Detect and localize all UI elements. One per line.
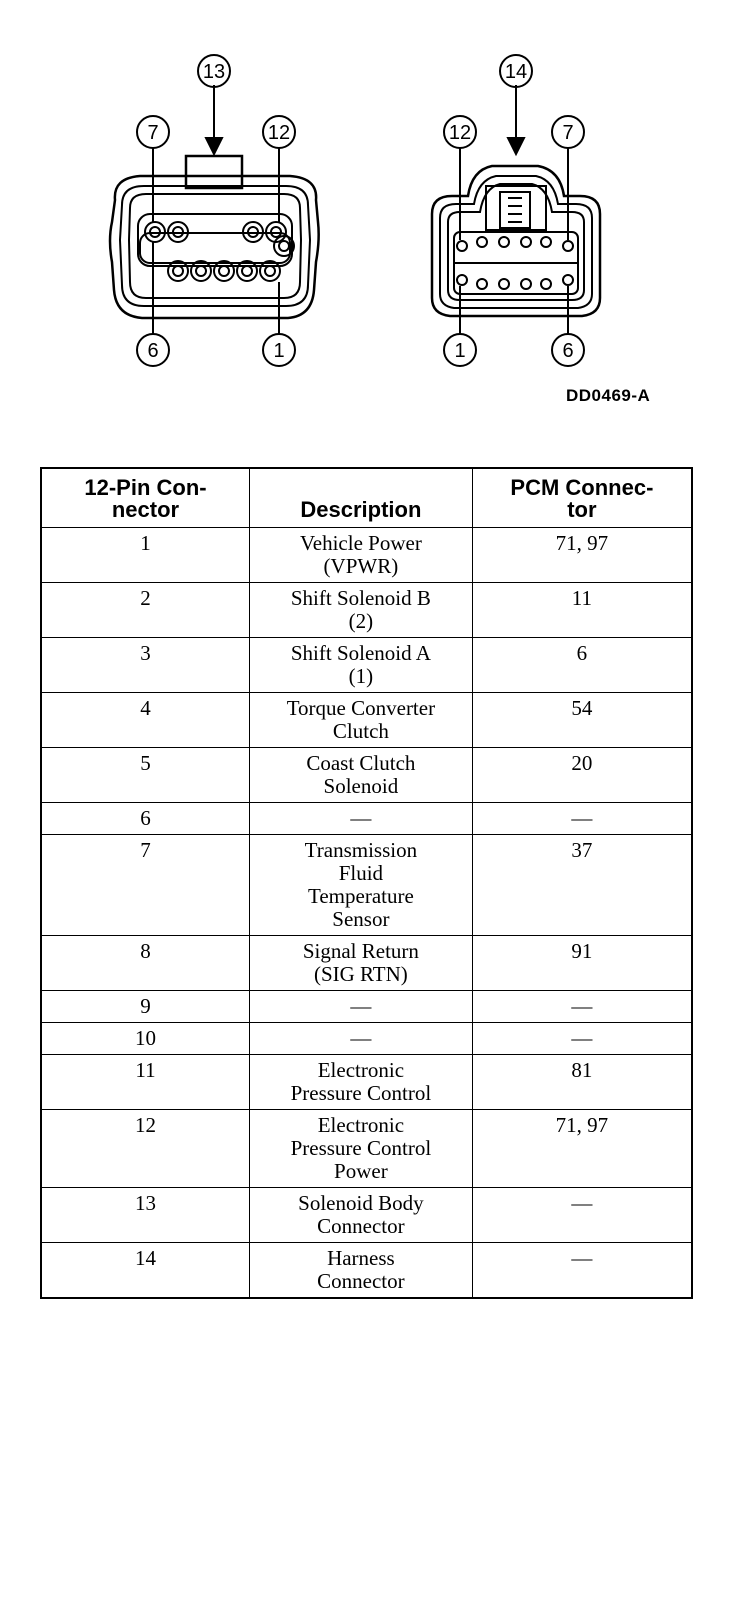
table-row <box>41 1243 692 1299</box>
figure-id: DD0469-A <box>566 386 651 405</box>
cell-pcm-connector: 91 <box>472 936 692 991</box>
cell-pcm-connector: — <box>472 1188 692 1243</box>
cell-description: Solenoid Body Connector <box>249 1188 472 1243</box>
cell-pin-number: 11 <box>41 1055 249 1110</box>
cell-description: Shift Solenoid A (1) <box>249 638 472 693</box>
cell-description: — <box>249 803 472 835</box>
cell-description: Harness Connector <box>249 1243 472 1299</box>
left-callout-7: 7 <box>147 122 159 144</box>
table-row <box>41 1055 692 1110</box>
table-row <box>41 528 692 583</box>
cell-pin-number: 14 <box>41 1243 249 1299</box>
table-row <box>41 693 692 748</box>
cell-description: Signal Return (SIG RTN) <box>249 936 472 991</box>
pin-table <box>40 467 693 1299</box>
table-row <box>41 1023 692 1055</box>
header-description: Description <box>249 468 472 528</box>
cell-pin-number: 12 <box>41 1110 249 1188</box>
cell-pcm-connector: — <box>472 1023 692 1055</box>
table-row <box>41 936 692 991</box>
cell-pcm-connector: 54 <box>472 693 692 748</box>
cell-description: — <box>249 1023 472 1055</box>
cell-pcm-connector: — <box>472 803 692 835</box>
table-row <box>41 583 692 638</box>
right-callout-12: 12 <box>448 122 472 144</box>
table-header-row <box>41 468 692 528</box>
cell-pin-number: 10 <box>41 1023 249 1055</box>
cell-description: Shift Solenoid B (2) <box>249 583 472 638</box>
cell-description: Electronic Pressure Control Power <box>249 1110 472 1188</box>
cell-pin-number: 13 <box>41 1188 249 1243</box>
cell-pin-number: 5 <box>41 748 249 803</box>
table-row <box>41 991 692 1023</box>
cell-pcm-connector: 81 <box>472 1055 692 1110</box>
table-row <box>41 803 692 835</box>
cell-description: Transmission Fluid Temperature Sensor <box>249 835 472 936</box>
table-row <box>41 1188 692 1243</box>
cell-pcm-connector: 6 <box>472 638 692 693</box>
cell-pin-number: 2 <box>41 583 249 638</box>
cell-pin-number: 8 <box>41 936 249 991</box>
left-callout-12: 12 <box>267 122 291 144</box>
header-pin: 12-Pin Con- nector <box>41 468 249 528</box>
cell-pin-number: 3 <box>41 638 249 693</box>
right-callout-6: 6 <box>562 340 574 362</box>
right-callout-1: 1 <box>454 340 466 362</box>
cell-pcm-connector: — <box>472 1243 692 1299</box>
cell-pcm-connector: — <box>472 991 692 1023</box>
cell-pcm-connector: 37 <box>472 835 692 936</box>
cell-pcm-connector: 11 <box>472 583 692 638</box>
left-callout-6: 6 <box>147 340 159 362</box>
cell-pcm-connector: 20 <box>472 748 692 803</box>
connector-diagram <box>0 0 752 430</box>
table-row <box>41 748 692 803</box>
cell-pin-number: 6 <box>41 803 249 835</box>
cell-description: Coast Clutch Solenoid <box>249 748 472 803</box>
cell-pcm-connector: 71, 97 <box>472 1110 692 1188</box>
table-row <box>41 638 692 693</box>
cell-description: Electronic Pressure Control <box>249 1055 472 1110</box>
left-callout-1: 1 <box>273 340 285 362</box>
right-callout-14: 14 <box>504 61 528 83</box>
cell-description: Vehicle Power (VPWR) <box>249 528 472 583</box>
table-body <box>41 528 692 1299</box>
cell-pin-number: 7 <box>41 835 249 936</box>
table-row <box>41 835 692 936</box>
cell-pin-number: 1 <box>41 528 249 583</box>
cell-description: Torque Converter Clutch <box>249 693 472 748</box>
header-pcm: PCM Connec- tor <box>472 468 692 528</box>
left-callout-13: 13 <box>202 61 226 83</box>
right-callout-7: 7 <box>562 122 574 144</box>
cell-pcm-connector: 71, 97 <box>472 528 692 583</box>
table-row <box>41 1110 692 1188</box>
cell-description: — <box>249 991 472 1023</box>
cell-pin-number: 9 <box>41 991 249 1023</box>
cell-pin-number: 4 <box>41 693 249 748</box>
